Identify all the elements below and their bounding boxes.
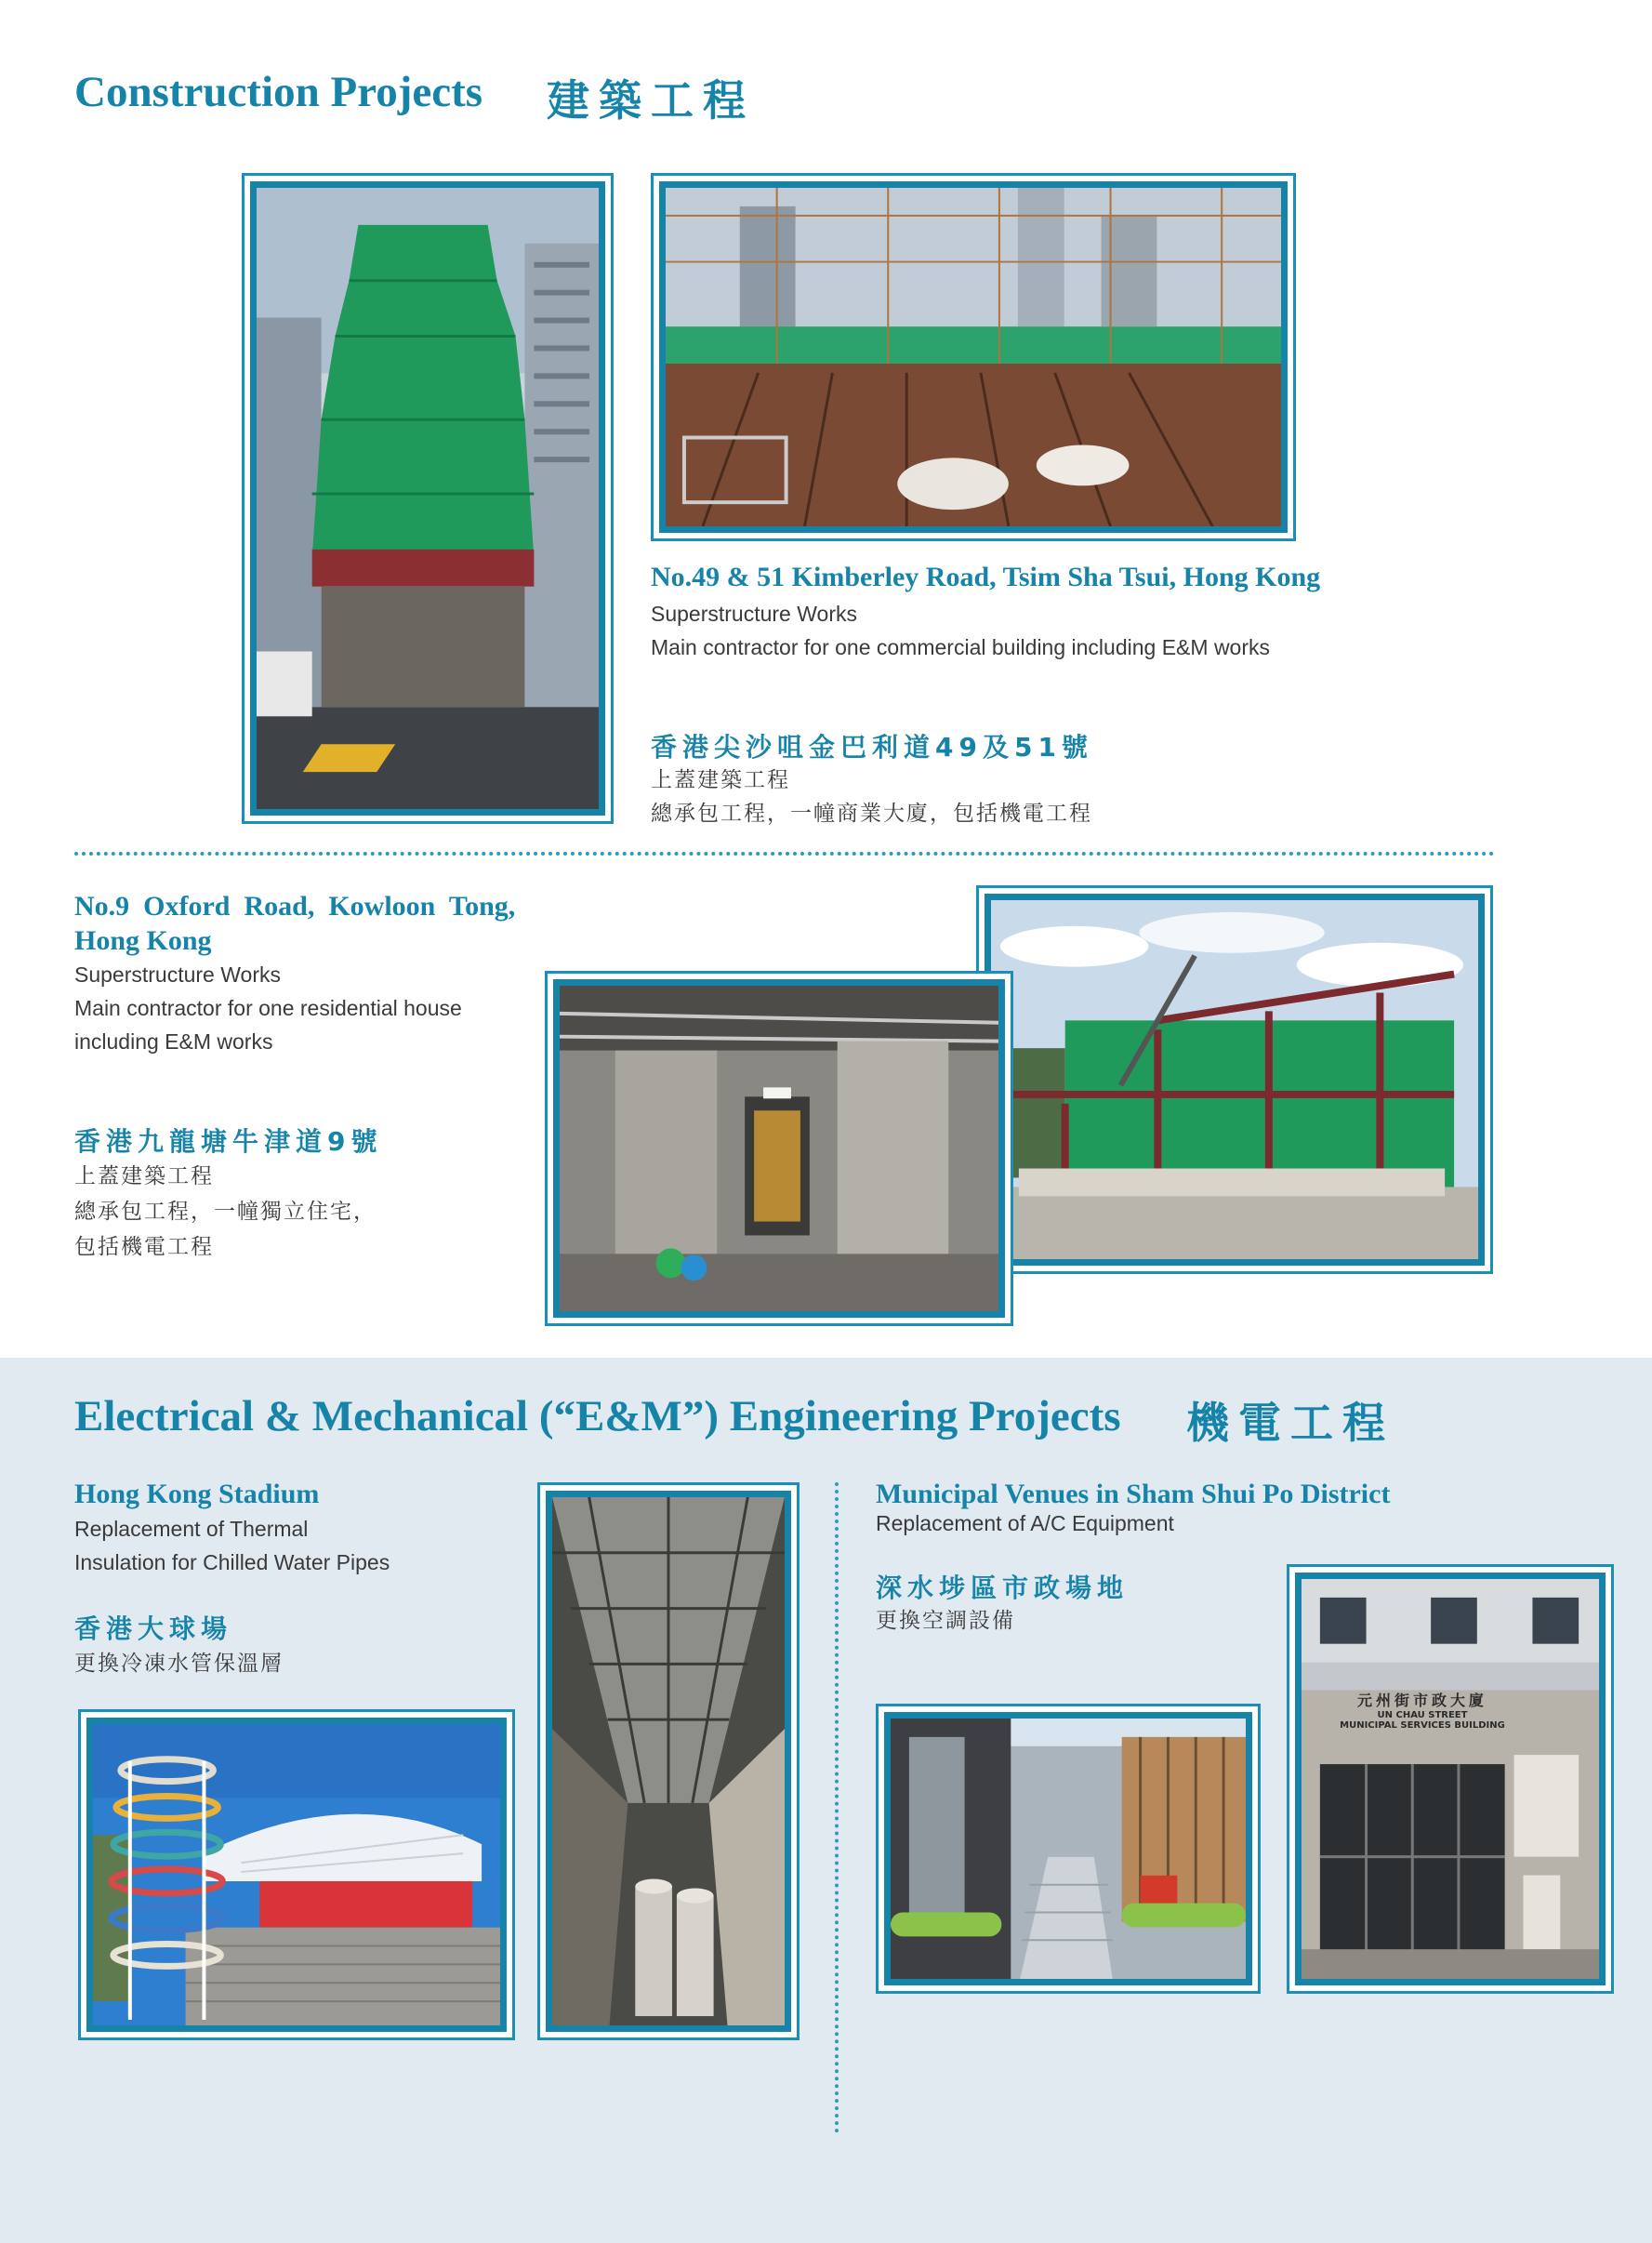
project-title-ssp-zh: 深水埗區市政場地 <box>876 1573 1130 1603</box>
project-line-oxford-1: Superstructure Works <box>74 962 281 987</box>
project-line-ssp-zh-1: 更換空調設備 <box>876 1609 1015 1633</box>
building-sign-line2: MUNICIPAL SERVICES BUILDING <box>1340 1720 1505 1731</box>
project-line-oxford-zh-2: 總承包工程，一幢獨立住宅， <box>74 1200 377 1224</box>
project-line-stadium-2: Insulation for Chilled Water Pipes <box>74 1550 390 1574</box>
project-line-ssp-1: Replacement of A/C Equipment <box>876 1511 1174 1535</box>
project-line-kimberley-1: Superstructure Works <box>651 602 857 626</box>
project-title-kimberley: No.49 & 51 Kimberley Road, Tsim Sha Tsui, Hong Kong <box>651 562 1321 592</box>
project-line-kimberley-zh-2: 總承包工程，一幢商業大廈，包括機電工程 <box>651 802 1092 826</box>
photo-stadium-exterior <box>78 1709 515 2040</box>
project-line-oxford-2: Main contractor for one residential house <box>74 996 462 1020</box>
section-title-em: Electrical & Mechanical (“E&M”) Engineering Projects <box>74 1392 1121 1440</box>
project-line-kimberley-zh-1: 上蓋建築工程 <box>651 768 790 792</box>
building-sign-zh: 元州街市政大廈 <box>1356 1692 1487 1709</box>
project-title-oxford-2: Hong Kong <box>74 925 212 956</box>
photo-kimberley-building <box>242 173 614 824</box>
photo-stadium-pipes <box>537 1482 800 2040</box>
section-title-construction-zh: 建築工程 <box>547 75 755 126</box>
project-title-ssp: Municipal Venues in Sham Shui Po District <box>876 1479 1391 1509</box>
project-line-oxford-zh-3: 包括機電工程 <box>74 1235 214 1259</box>
divider-dotted-vertical <box>835 1482 839 2133</box>
section-title-em-zh: 機電工程 <box>1186 1398 1394 1448</box>
divider-dotted <box>74 852 1495 856</box>
project-line-oxford-3: including E&M works <box>74 1029 273 1054</box>
photo-ssp-building <box>1287 1564 1614 1994</box>
photo-oxford-exterior <box>976 885 1493 1274</box>
photo-oxford-interior <box>545 971 1013 1326</box>
project-title-stadium-zh: 香港大球場 <box>74 1613 233 1644</box>
project-title-kimberley-zh: 香港尖沙咀金巴利道49及51號 <box>651 732 1093 763</box>
project-title-oxford-zh: 香港九龍塘牛津道9號 <box>74 1126 383 1157</box>
project-title-oxford-1: No.9 Oxford Road, Kowloon Tong, <box>74 891 516 922</box>
project-line-oxford-zh-1: 上蓋建築工程 <box>74 1164 214 1188</box>
project-line-kimberley-2: Main contractor for one commercial building including E&M works <box>651 635 1271 659</box>
photo-kimberley-rebar <box>651 173 1296 541</box>
project-line-stadium-1: Replacement of Thermal <box>74 1517 309 1541</box>
project-line-stadium-zh-1: 更換冷凍水管保溫層 <box>74 1652 284 1676</box>
project-title-stadium: Hong Kong Stadium <box>74 1479 320 1509</box>
building-sign-line1: UN CHAU STREET <box>1377 1710 1468 1720</box>
section-title-construction: Construction Projects <box>74 68 483 116</box>
photo-ssp-ac-equipment <box>876 1704 1261 1994</box>
